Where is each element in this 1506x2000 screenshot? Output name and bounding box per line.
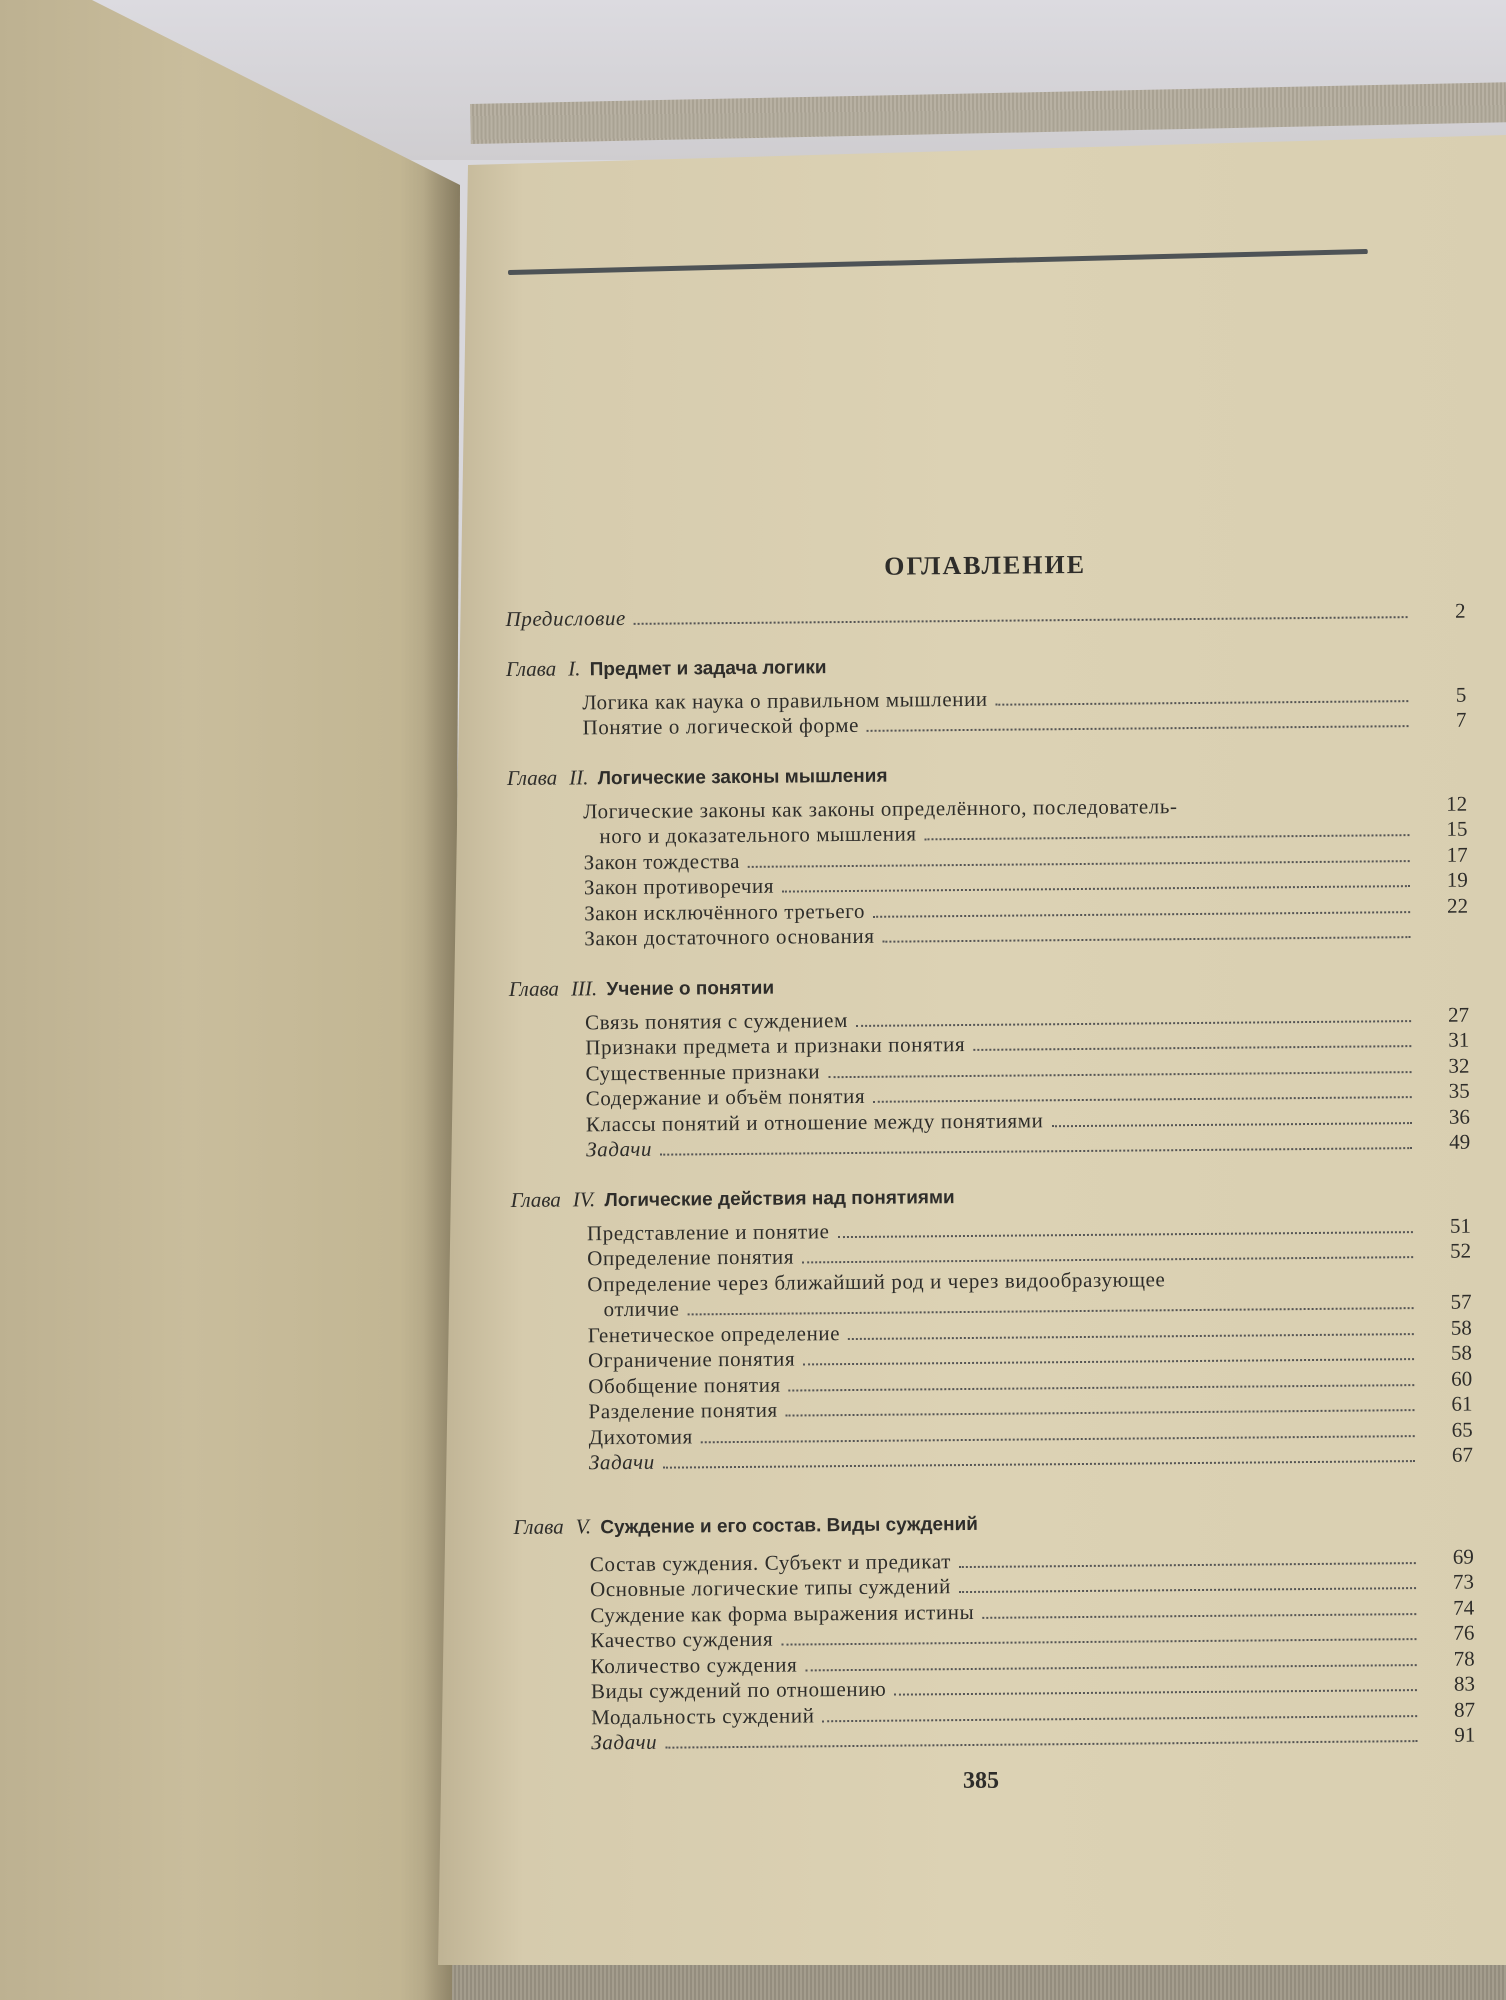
toc-entry-label: Закон достаточного основания: [584, 923, 875, 951]
toc-entry-label: Представление и понятие: [586, 1218, 830, 1245]
leader-dots: [959, 1562, 1416, 1568]
leader-dots: [748, 860, 1410, 868]
chapter-word: Глава: [505, 656, 557, 681]
toc-entry-page: 5: [1455, 682, 1467, 707]
toc-entry-label: Классы понятий и отношение между понятиями: [585, 1107, 1044, 1136]
toc-entry-page: 19: [1446, 867, 1468, 892]
toc-entry-page: 73: [1452, 1569, 1475, 1594]
toc-entry-label: Количество суждения: [590, 1651, 798, 1678]
leader-dots: [634, 616, 1408, 625]
toc-entry-page: 78: [1453, 1646, 1475, 1671]
toc-entry-page: 52: [1450, 1238, 1472, 1263]
leader-dots: [982, 1613, 1416, 1619]
toc-entry-page: 12: [1446, 791, 1468, 816]
chapter-number: II.: [569, 764, 589, 789]
leader-gap: [1186, 809, 1410, 813]
toc-entry-label: Основные логические типы суждений: [589, 1574, 952, 1602]
toc-entry-label: Суждение как форма выражения истины: [590, 1599, 975, 1627]
chapter-number: I.: [568, 655, 581, 680]
toc-entry-page: 22: [1446, 893, 1469, 918]
leader-dots: [660, 1147, 1412, 1156]
leader-dots: [803, 1358, 1414, 1365]
toc-entry-page: 36: [1448, 1104, 1471, 1129]
chapter-word: Глава: [510, 1187, 561, 1212]
leader-dots: [873, 911, 1410, 918]
leader-dots: [856, 1020, 1411, 1027]
toc-entry-label: Закон противоречия: [583, 873, 775, 900]
toc-entry-label: Разделение понятия: [588, 1397, 778, 1424]
toc-entry-label: Генетическое определение: [587, 1320, 841, 1347]
leader-dots: [663, 1460, 1415, 1469]
toc-entry-page: 61: [1451, 1391, 1473, 1416]
chapter-word: Глава: [506, 765, 558, 790]
chapter-heading: [511, 1177, 1471, 1215]
toc-entry-page: 67: [1451, 1442, 1473, 1467]
chapter-title: Логические действия над понятиями: [604, 1186, 955, 1211]
chapter-heading: [507, 755, 1467, 793]
table-of-contents: [505, 547, 1475, 1757]
toc-entry-label: Определение через ближайший род и через видообразующее: [587, 1266, 1166, 1296]
toc-title: ОГЛАВЛЕНИЕ: [884, 549, 1087, 581]
leader-dots: [828, 1071, 1411, 1078]
toc-entry-label: ного и доказательного мышления: [599, 821, 917, 849]
leader-dots: [867, 725, 1409, 732]
left-page-shadow: [0, 0, 470, 2000]
toc-entry-label: Закон исключённого третьего: [584, 898, 866, 925]
toc-entry-label: Логические законы как законы определённого, последователь-: [583, 793, 1178, 823]
leader-gap: [1173, 1282, 1413, 1286]
toc-entry-label: Логика как наука о правильном мышлении: [582, 686, 988, 714]
toc-entry-page: 58: [1450, 1340, 1473, 1365]
toc-entry-page: 35: [1448, 1078, 1470, 1103]
toc-entry-page: 31: [1448, 1027, 1470, 1052]
toc-entry-label: Признаки предмета и признаки понятия: [585, 1032, 966, 1060]
leader-dots: [996, 700, 1409, 706]
leader-dots: [873, 1096, 1412, 1103]
toc-entry-page: 32: [1448, 1053, 1470, 1078]
toc-entry-label: Обобщение понятия: [588, 1372, 781, 1398]
chapter-heading: [509, 966, 1469, 1004]
toc-entry-label: Понятие о логической форме: [582, 712, 860, 740]
toc-entry-page: 7: [1455, 707, 1467, 732]
toc-entry-label: Виды суждений по отношению: [590, 1676, 887, 1704]
leader-dots: [925, 834, 1410, 840]
toc-entry-page: 57: [1450, 1289, 1472, 1314]
leader-dots: [805, 1664, 1416, 1671]
chapter-heading: [506, 646, 1466, 684]
toc-entry-label: Задачи: [588, 1449, 655, 1475]
leader-dots: [789, 1384, 1415, 1391]
chapter-title: Логические законы мышления: [597, 765, 888, 789]
toc-entry-label: Дихотомия: [588, 1423, 693, 1449]
toc-entry-page: 51: [1449, 1213, 1471, 1238]
chapter-title: Предмет и задача логики: [589, 656, 827, 680]
toc-entry-page: 76: [1453, 1620, 1475, 1645]
chapter-number: IV.: [572, 1186, 596, 1211]
leader-dots: [823, 1715, 1418, 1722]
toc-entry-label: Модальность суждений: [591, 1702, 815, 1729]
leader-dots: [665, 1740, 1417, 1749]
toc-entry-label: отличие: [603, 1296, 680, 1322]
chapter-word: Глава: [508, 976, 560, 1001]
toc-entry-label: Содержание и объём понятия: [585, 1083, 866, 1111]
toc-entry-page: 91: [1454, 1722, 1476, 1747]
toc-entry-label: Состав суждения. Субъект и предикат: [589, 1548, 952, 1576]
leader-dots: [848, 1333, 1414, 1340]
toc-entry-label: Определение понятия: [587, 1244, 795, 1271]
toc-entry-label: Связь понятия с суждением: [584, 1007, 848, 1034]
toc-entry-label: Задачи: [586, 1136, 653, 1162]
leader-dots: [688, 1307, 1414, 1315]
chapter-heading: [513, 1504, 1473, 1542]
toc-entry-page: 74: [1453, 1595, 1475, 1620]
toc-entry-page: 58: [1450, 1315, 1472, 1340]
leader-dots: [959, 1587, 1416, 1593]
toc-entry-page: 2: [1454, 598, 1466, 623]
toc-entry-label: Задачи: [591, 1729, 658, 1755]
toc-entry-page: 17: [1446, 842, 1468, 867]
leader-dots: [973, 1045, 1411, 1051]
toc-entry-page: 60: [1451, 1366, 1473, 1391]
toc-entry-page: 65: [1451, 1417, 1473, 1442]
leader-dots: [786, 1409, 1415, 1416]
toc-entry-label: Существенные признаки: [585, 1058, 821, 1085]
chapter-title: Учение о понятии: [606, 977, 775, 1000]
leader-dots: [802, 1256, 1413, 1263]
toc-entry-page: 49: [1449, 1129, 1471, 1154]
page-number: 385: [963, 1768, 999, 1794]
toc-entry-page: 69: [1452, 1544, 1474, 1569]
toc-entry-page: 15: [1446, 816, 1468, 841]
chapter-number: III.: [570, 975, 598, 1000]
leader-dots: [781, 1638, 1416, 1646]
toc-entry-preface: [505, 599, 1465, 633]
leader-dots: [838, 1231, 1413, 1238]
leader-dots: [782, 885, 1410, 892]
chapter-number: V.: [575, 1513, 592, 1538]
toc-entry-page: 83: [1453, 1671, 1475, 1696]
toc-entry-label: Предисловие: [505, 605, 627, 631]
toc-entry-page: 27: [1447, 1002, 1470, 1027]
chapter-title: Суждение и его состав. Виды суждений: [600, 1513, 978, 1538]
leader-dots: [1052, 1122, 1412, 1127]
toc-entry-label: Качество суждения: [590, 1626, 774, 1653]
toc-entry-label: Ограничение понятия: [587, 1346, 796, 1373]
chapter-word: Глава: [513, 1514, 564, 1539]
leader-dots: [883, 936, 1411, 943]
leader-dots: [701, 1435, 1415, 1443]
toc-entry-label: Закон тождества: [583, 848, 741, 874]
leader-dots: [894, 1689, 1417, 1696]
toc-entry-page: 87: [1454, 1697, 1476, 1722]
